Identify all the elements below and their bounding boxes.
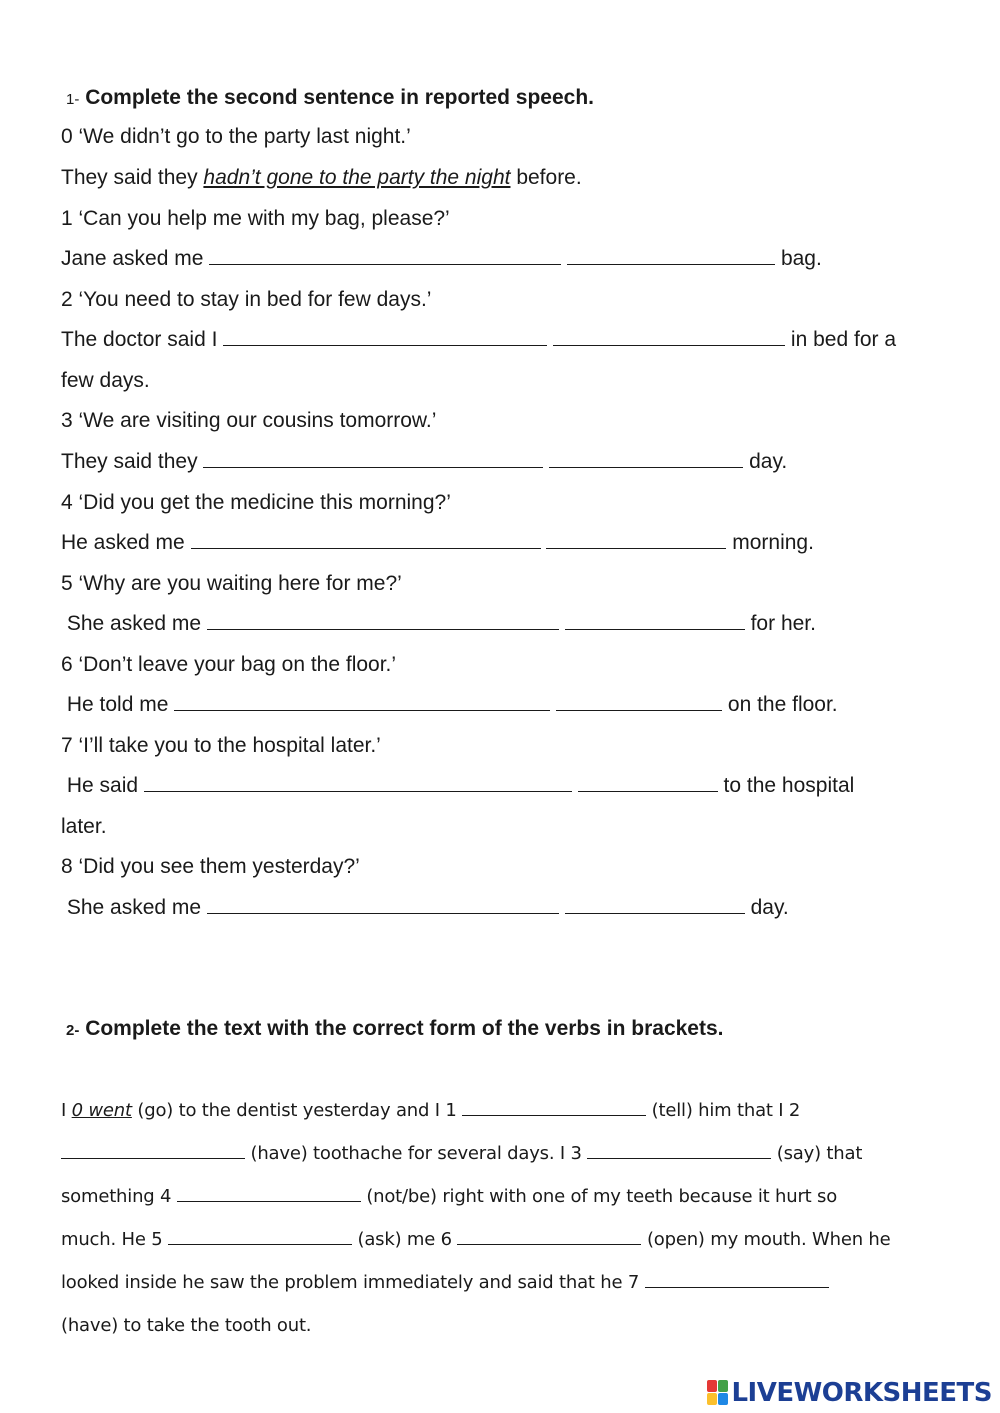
text-example-answer: 0 went [71, 1100, 132, 1121]
item-1-blank-b[interactable] [567, 246, 775, 265]
item-7-continuation: later. [61, 815, 107, 838]
text-fragment: (have) toothache for several days. I 3 [245, 1143, 588, 1164]
item-8-blank-a[interactable] [207, 895, 559, 914]
text-fragment: I [61, 1100, 72, 1121]
verb-blank-1[interactable] [462, 1099, 646, 1116]
example-answer-line [61, 165, 582, 191]
text-line-4 [61, 1228, 891, 1252]
item-2-continuation: few days. [61, 369, 150, 392]
text-fragment: (open) my mouth. When he [641, 1229, 891, 1250]
item-6-suffix: on the floor. [722, 693, 838, 716]
item-8-quote: 8 ‘Did you see them yesterday?’ [61, 855, 360, 878]
verb-blank-2[interactable] [61, 1142, 245, 1159]
text-fragment: much. He 5 [61, 1229, 168, 1250]
item-3-line [61, 449, 787, 475]
verb-blank-6[interactable] [457, 1228, 641, 1245]
example-prefix: They said they [61, 166, 204, 189]
item-3-quote: 3 ‘We are visiting our cousins tomorrow.’ [61, 409, 437, 432]
text-line-6: (have) to take the tooth out. [61, 1315, 312, 1336]
item-5-line [61, 611, 816, 637]
item-5-blank-a[interactable] [207, 611, 559, 630]
section1-number: 1- [66, 91, 80, 108]
section1-heading [66, 85, 594, 113]
item-8-blank-b[interactable] [565, 895, 745, 914]
text-fragment: (go) to the dentist yesterday and I 1 [131, 1100, 463, 1121]
text-line-2 [61, 1142, 862, 1166]
text-line-5 [61, 1271, 829, 1295]
verb-blank-5[interactable] [168, 1228, 352, 1245]
item-5-prefix: She asked me [61, 612, 207, 635]
item-2-quote: 2 ‘You need to stay in bed for few days.’ [61, 288, 432, 311]
item-1-prefix: Jane asked me [61, 247, 210, 270]
item-1-line [61, 246, 822, 272]
item-6-blank-b[interactable] [556, 692, 722, 711]
item-2-prefix: The doctor said I [61, 328, 224, 351]
item-5-blank-b[interactable] [565, 611, 745, 630]
text-fragment: something 4 [61, 1186, 177, 1207]
item-8-prefix: She asked me [61, 896, 207, 919]
item-4-quote: 4 ‘Did you get the medicine this morning?’ [61, 491, 451, 514]
text-line-1 [61, 1099, 800, 1123]
item-3-blank-b[interactable] [549, 449, 743, 468]
item-5-quote: 5 ‘Why are you waiting here for me?’ [61, 572, 402, 595]
item-7-quote: 7 ‘I’ll take you to the hospital later.’ [61, 734, 381, 757]
item-7-line [61, 773, 854, 799]
item-2-blank-a[interactable] [223, 327, 547, 346]
item-4-blank-a[interactable] [191, 530, 541, 549]
item-6-line [61, 692, 838, 718]
item-1-suffix: bag. [775, 247, 822, 270]
section2-title: Complete the text with the correct form of the verbs in brackets. [85, 1017, 724, 1040]
text-line-3 [61, 1185, 837, 1209]
item-6-blank-a[interactable] [174, 692, 550, 711]
example-quote: 0 ‘We didn’t go to the party last night.’ [61, 125, 411, 148]
liveworksheets-logo-icon [707, 1380, 729, 1406]
text-fragment: (ask) me 6 [352, 1229, 458, 1250]
verb-blank-3[interactable] [587, 1142, 771, 1159]
item-3-prefix: They said they [61, 450, 204, 473]
example-answer: hadn’t gone to the party the night [203, 166, 511, 189]
item-3-blank-a[interactable] [203, 449, 543, 468]
item-7-blank-b[interactable] [578, 773, 718, 792]
item-2-blank-b[interactable] [553, 327, 785, 346]
item-1-blank-a[interactable] [209, 246, 561, 265]
item-1-quote: 1 ‘Can you help me with my bag, please?’ [61, 207, 450, 230]
example-suffix: before. [510, 166, 582, 189]
item-6-prefix: He told me [61, 693, 175, 716]
item-7-blank-a[interactable] [144, 773, 572, 792]
item-4-line [61, 530, 814, 556]
verb-blank-7[interactable] [645, 1271, 829, 1288]
item-2-suffix: in bed for a [785, 328, 896, 351]
text-fragment: (say) that [771, 1143, 863, 1164]
section2-number: 2- [66, 1022, 80, 1039]
text-fragment: (tell) him that I 2 [646, 1100, 801, 1121]
item-6-quote: 6 ‘Don’t leave your bag on the floor.’ [61, 653, 397, 676]
item-7-prefix: He said [61, 774, 144, 797]
section2-heading [66, 1016, 724, 1044]
liveworksheets-brand: LIVEWORKSHEETS [731, 1378, 992, 1408]
item-2-line [61, 327, 896, 353]
text-fragment: looked inside he saw the problem immediately and said that he 7 [61, 1272, 645, 1293]
item-8-suffix: day. [744, 896, 789, 919]
text-fragment: (not/be) right with one of my teeth because it hurt so [360, 1186, 838, 1207]
section1-title: Complete the second sentence in reported speech. [85, 86, 594, 109]
item-5-suffix: for her. [744, 612, 816, 635]
item-4-suffix: morning. [726, 531, 814, 554]
item-3-suffix: day. [743, 450, 788, 473]
item-8-line [61, 895, 789, 921]
item-7-suffix: to the hospital [717, 774, 855, 797]
item-4-prefix: He asked me [61, 531, 191, 554]
verb-blank-4[interactable] [177, 1185, 361, 1202]
liveworksheets-logo [707, 1378, 992, 1408]
item-4-blank-b[interactable] [546, 530, 726, 549]
